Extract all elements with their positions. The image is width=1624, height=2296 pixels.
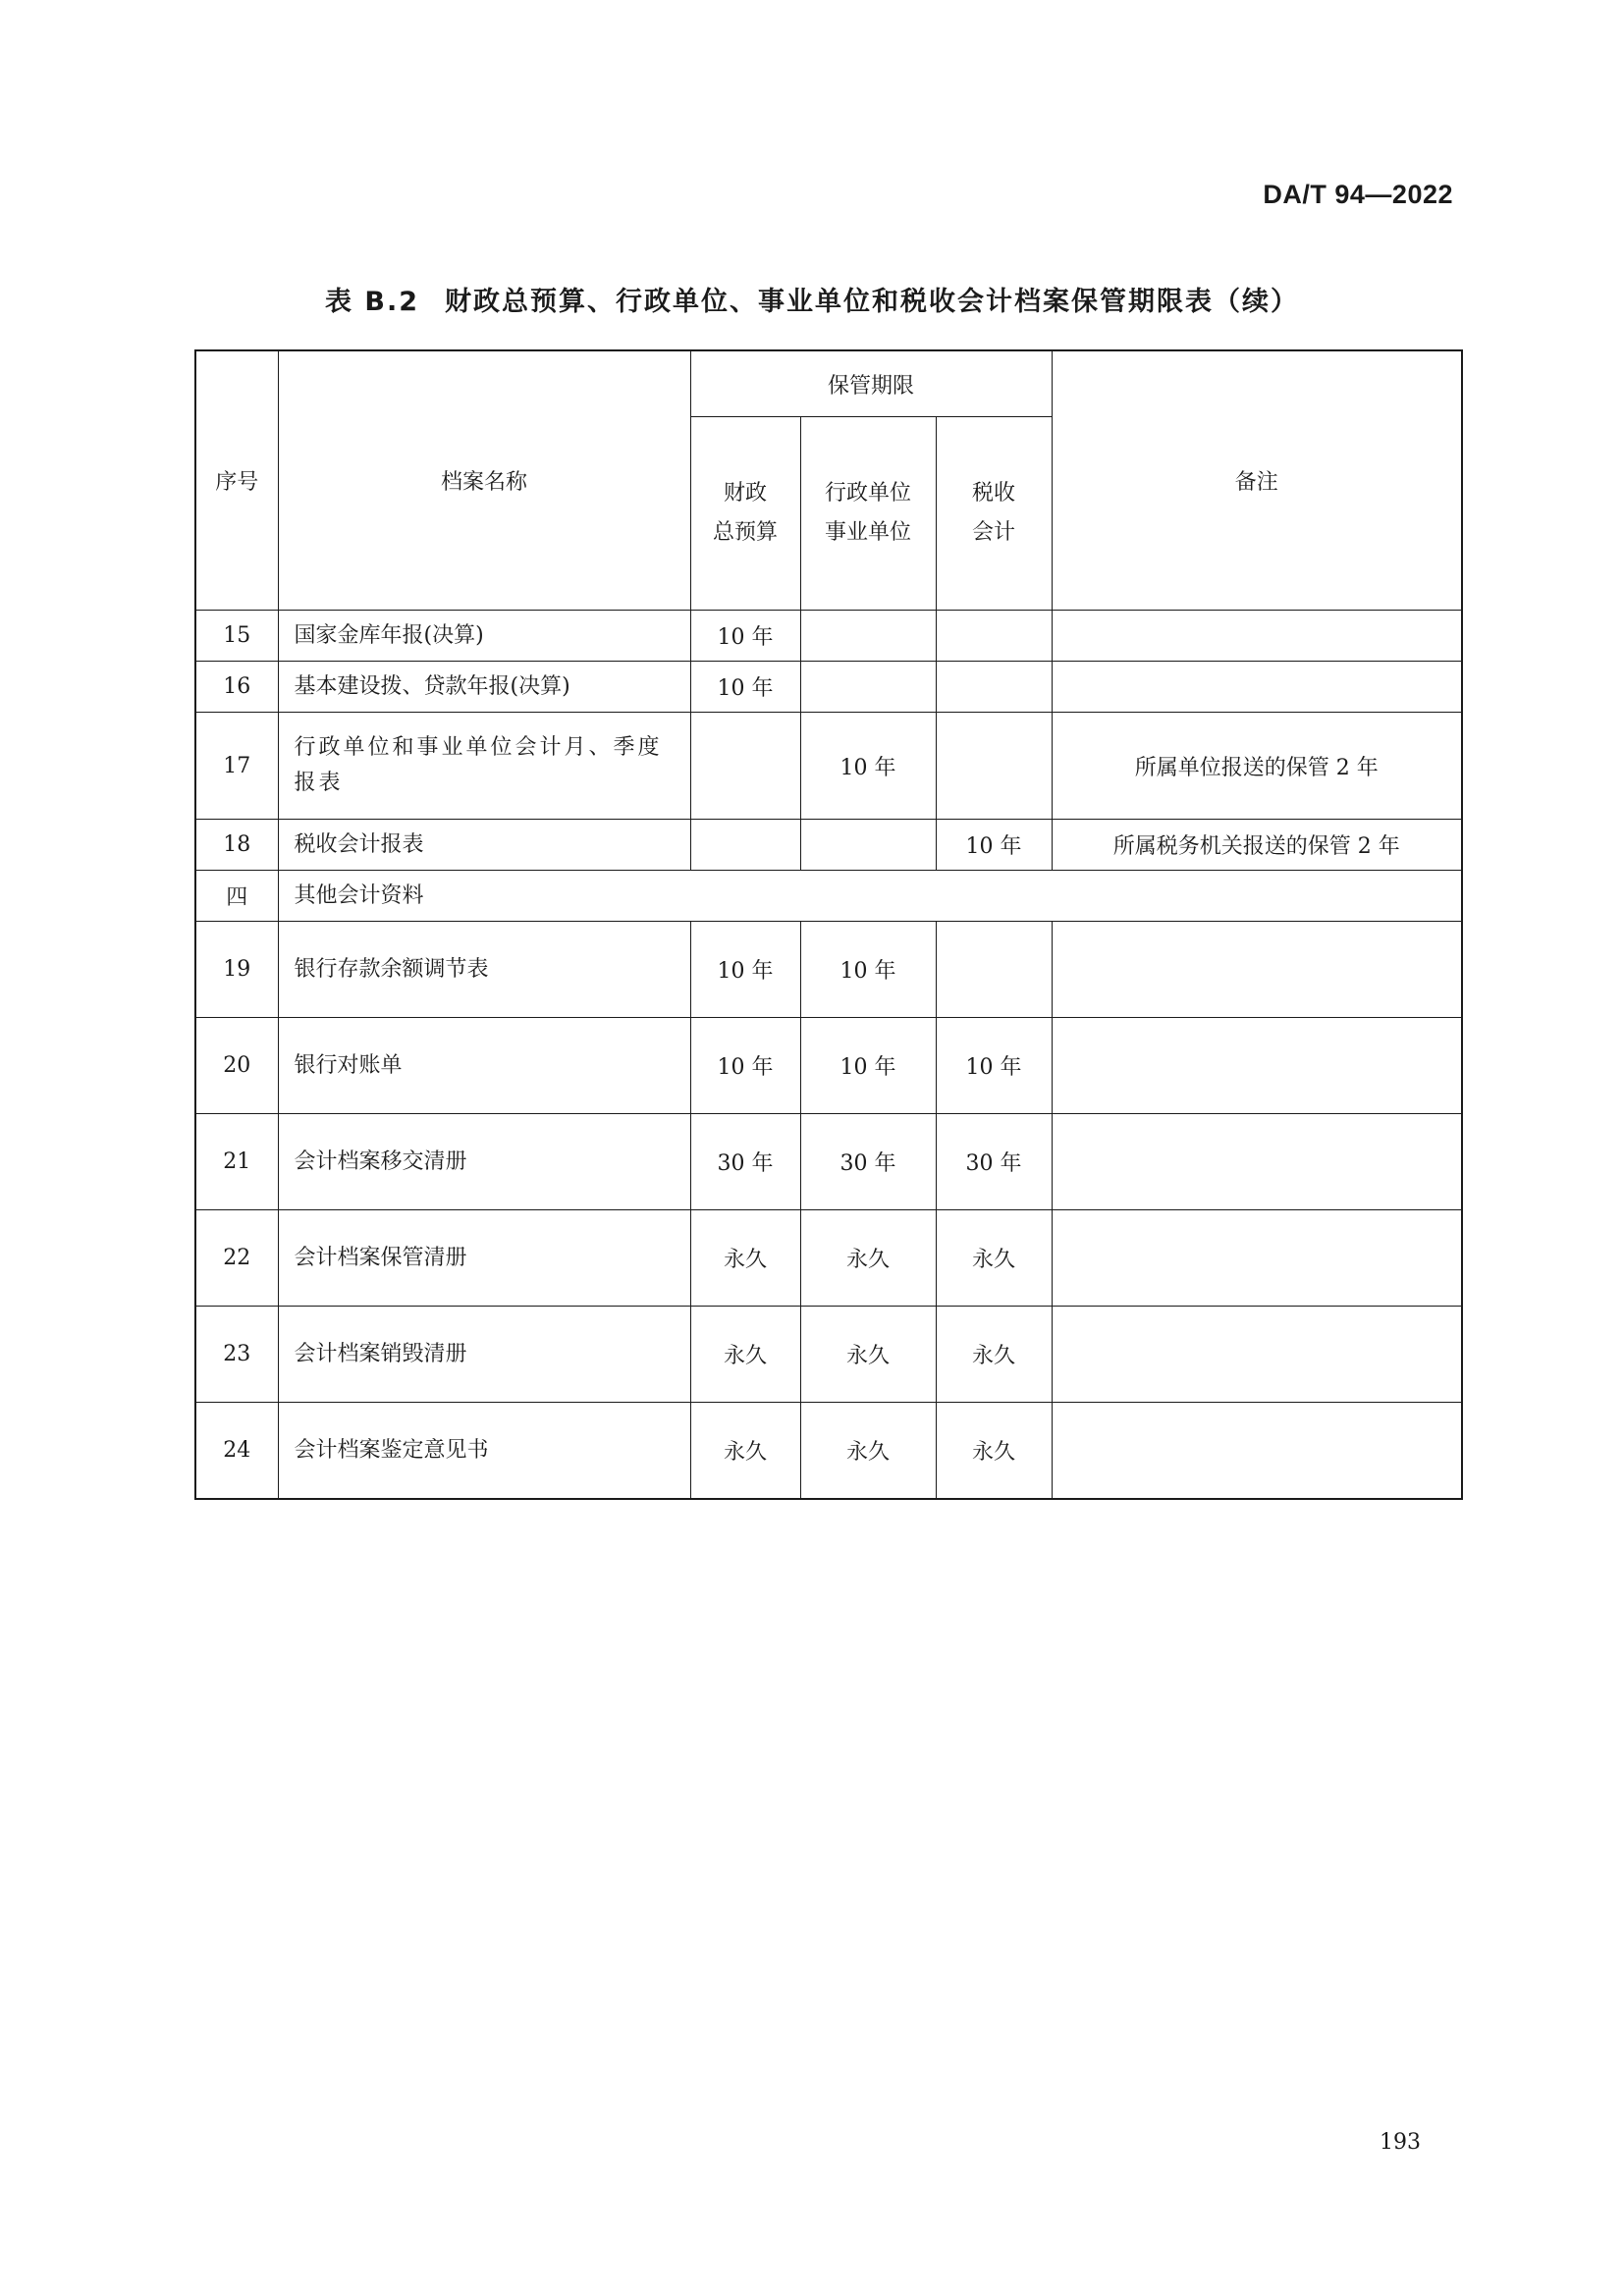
cell-admin: 10 年 xyxy=(800,713,936,820)
cell-fiscal: 10 年 xyxy=(690,922,800,1018)
cell-tax xyxy=(936,713,1052,820)
cell-tax: 永久 xyxy=(936,1403,1052,1500)
cell-remarks xyxy=(1052,1403,1462,1500)
section-row xyxy=(195,871,1462,922)
cell-name: 银行存款余额调节表 xyxy=(278,922,690,1018)
cell-tax xyxy=(936,662,1052,713)
table-row xyxy=(195,1018,1462,1114)
cell-fiscal: 永久 xyxy=(690,1210,800,1307)
cell-remarks xyxy=(1052,611,1462,662)
cell-fiscal: 永久 xyxy=(690,1307,800,1403)
cell-seq: 16 xyxy=(195,662,278,713)
cell-tax: 30 年 xyxy=(936,1114,1052,1210)
column-header-remarks: 备注 xyxy=(1052,350,1462,611)
header-row-top xyxy=(195,350,1462,417)
cell-name: 银行对账单 xyxy=(278,1018,690,1114)
cell-remarks xyxy=(1052,1307,1462,1403)
cell-seq: 15 xyxy=(195,611,278,662)
cell-fiscal xyxy=(690,820,800,871)
cell-seq: 21 xyxy=(195,1114,278,1210)
standard-code: DA/T 94—2022 xyxy=(1263,180,1453,209)
cell-name: 会计档案保管清册 xyxy=(278,1210,690,1307)
column-header-seq: 序号 xyxy=(195,350,278,611)
table-row xyxy=(195,1210,1462,1307)
table-row xyxy=(195,1307,1462,1403)
cell-remarks: 所属税务机关报送的保管 2 年 xyxy=(1052,820,1462,871)
cell-admin xyxy=(800,820,936,871)
cell-admin: 永久 xyxy=(800,1210,936,1307)
column-header-tax xyxy=(936,417,1052,611)
table-row xyxy=(195,1403,1462,1500)
cell-name: 会计档案移交清册 xyxy=(278,1114,690,1210)
table-row xyxy=(195,922,1462,1018)
cell-admin: 10 年 xyxy=(800,922,936,1018)
cell-tax: 10 年 xyxy=(936,820,1052,871)
cell-admin: 10 年 xyxy=(800,1018,936,1114)
cell-fiscal xyxy=(690,713,800,820)
column-header-tax-line1: 税收 xyxy=(971,481,1015,506)
section-title: 其他会计资料 xyxy=(278,871,1462,922)
cell-admin: 永久 xyxy=(800,1307,936,1403)
cell-seq: 18 xyxy=(195,820,278,871)
table-row xyxy=(195,713,1462,820)
cell-seq: 24 xyxy=(195,1403,278,1500)
cell-remarks xyxy=(1052,1210,1462,1307)
cell-seq: 22 xyxy=(195,1210,278,1307)
cell-admin xyxy=(800,662,936,713)
cell-remarks xyxy=(1052,1018,1462,1114)
cell-name: 税收会计报表 xyxy=(278,820,690,871)
cell-fiscal: 永久 xyxy=(690,1403,800,1500)
cell-name: 基本建设拨、贷款年报(决算) xyxy=(278,662,690,713)
table-row xyxy=(195,820,1462,871)
column-header-retention-group: 保管期限 xyxy=(690,350,1052,417)
cell-name: 国家金库年报(决算) xyxy=(278,611,690,662)
section-seq: 四 xyxy=(195,871,278,922)
cell-name: 会计档案鉴定意见书 xyxy=(278,1403,690,1500)
cell-remarks: 所属单位报送的保管 2 年 xyxy=(1052,713,1462,820)
cell-seq: 23 xyxy=(195,1307,278,1403)
cell-tax: 永久 xyxy=(936,1307,1052,1403)
page-number: 193 xyxy=(1380,2130,1421,2155)
cell-fiscal: 10 年 xyxy=(690,611,800,662)
table-row xyxy=(195,662,1462,713)
cell-name: 行政单位和事业单位会计月、季度报表 xyxy=(278,713,690,820)
cell-remarks xyxy=(1052,662,1462,713)
table-number: 表 B.2 xyxy=(324,287,420,317)
cell-remarks xyxy=(1052,922,1462,1018)
cell-seq: 19 xyxy=(195,922,278,1018)
cell-seq: 17 xyxy=(195,713,278,820)
cell-name: 会计档案销毁清册 xyxy=(278,1307,690,1403)
column-header-admin-line2: 事业单位 xyxy=(824,520,911,545)
column-header-admin xyxy=(800,417,936,611)
cell-fiscal: 10 年 xyxy=(690,1018,800,1114)
cell-tax: 10 年 xyxy=(936,1018,1052,1114)
cell-admin: 永久 xyxy=(800,1403,936,1500)
column-header-admin-line1: 行政单位 xyxy=(824,481,911,506)
column-header-name: 档案名称 xyxy=(278,350,690,611)
retention-period-table xyxy=(194,349,1463,1500)
cell-tax xyxy=(936,611,1052,662)
table-title-text: 财政总预算、行政单位、事业单位和税收会计档案保管期限表（续） xyxy=(445,287,1300,317)
cell-seq: 20 xyxy=(195,1018,278,1114)
cell-tax xyxy=(936,922,1052,1018)
column-header-fiscal-line1: 财政 xyxy=(723,481,767,506)
cell-fiscal: 30 年 xyxy=(690,1114,800,1210)
cell-fiscal: 10 年 xyxy=(690,662,800,713)
table-row xyxy=(195,1114,1462,1210)
column-header-tax-line2: 会计 xyxy=(971,520,1015,545)
column-header-fiscal-line2: 总预算 xyxy=(712,520,778,545)
cell-admin: 30 年 xyxy=(800,1114,936,1210)
cell-admin xyxy=(800,611,936,662)
table-row xyxy=(195,611,1462,662)
column-header-fiscal xyxy=(690,417,800,611)
table-title xyxy=(0,280,1624,318)
cell-tax: 永久 xyxy=(936,1210,1052,1307)
cell-remarks xyxy=(1052,1114,1462,1210)
